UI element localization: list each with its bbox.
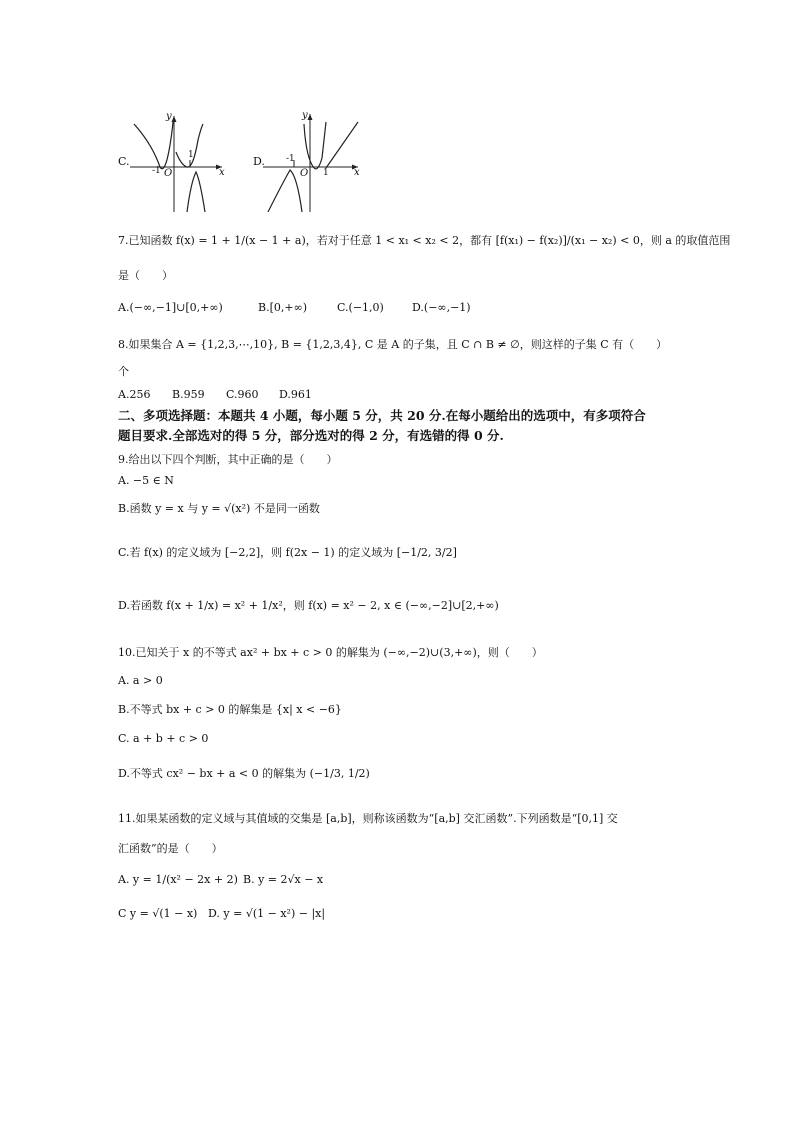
section-2-line1: 二、多项选择题：本题共 4 小题，每小题 5 分，共 20 分.在每小题给出的选项中，有多项符合 <box>118 408 646 423</box>
q10-option-d: D.不等式 cx² − bx + a < 0 的解集为 (−1/3, 1/2) <box>118 767 370 780</box>
graph-d-curve-left <box>268 170 302 212</box>
graph-d-tick-left: -1 <box>286 154 295 164</box>
q8-option-b: B.959 <box>172 388 205 401</box>
q11-option-a: A. y = 1/(x² − 2x + 2) <box>118 873 238 886</box>
graph-d-label: D. <box>253 155 265 168</box>
q8-stem-line2: 个 <box>118 365 129 378</box>
q8-option-c: C.960 <box>226 388 259 401</box>
q8-option-d: D.961 <box>279 388 312 401</box>
graph-d-y-label: y <box>302 110 308 121</box>
section-2-line2: 题目要求.全部选对的得 5 分，部分选对的得 2 分，有选错的得 0 分. <box>118 428 504 443</box>
q9-stem: 9.给出以下四个判断，其中正确的是（ ） <box>118 453 338 466</box>
q9-option-a: A. −5 ∈ N <box>118 474 174 487</box>
graph-c-y-label: y <box>166 111 172 122</box>
q11-option-c: C y = √(1 − x) <box>118 907 198 920</box>
graph-c-origin: O <box>164 168 173 179</box>
section-2-header <box>118 406 688 446</box>
q9-option-c: C.若 f(x) 的定义域为 [−2,2]，则 f(2x − 1) 的定义域为 [−1/2, 3/2] <box>118 546 457 559</box>
q7-option-d: D.(−∞,−1) <box>412 301 471 314</box>
q9-option-b: B.函数 y = x 与 y = √(x²) 不是同一函数 <box>118 502 320 515</box>
q11-option-d: D. y = √(1 − x²) − |x| <box>208 907 326 920</box>
graph-d-curve-mid <box>304 122 326 169</box>
q11-option-b: B. y = 2√x − x <box>243 873 324 886</box>
graph-c-label: C. <box>118 155 130 168</box>
q7-stem-line1: 7.已知函数 f(x) = 1 + 1/(x − 1 + a)，若对于任意 1 < x₁ < x₂ < 2，都有 [f(x₁) − f(x₂)]/(x₁ − x₂) < 0，则 a 的取值范围 <box>118 234 731 247</box>
q7-stem-line2: 是（ ） <box>118 269 173 282</box>
q7-option-c: C.(−1,0) <box>337 301 384 314</box>
graph-d-origin: O <box>300 168 309 179</box>
q11-stem-line1: 11.如果某函数的定义域与其值域的交集是 [a,b]，则称该函数为“[a,b] 交汇函数”.下列函数是“[0,1] 交 <box>118 812 618 825</box>
graph-d-plot <box>0 0 794 230</box>
graph-d-y-arrow <box>308 114 313 120</box>
q8-option-a: A.256 <box>118 388 151 401</box>
q8-stem-line1: 8.如果集合 A = {1,2,3,⋯,10}, B = {1,2,3,4}, C 是 A 的子集，且 C ∩ B ≠ ∅，则这样的子集 C 有（ ） <box>118 338 668 351</box>
graph-d-tick-right: 1 <box>323 168 329 178</box>
graph-c-tick-left: -1 <box>152 166 161 176</box>
graph-d-x-label: x <box>354 167 360 178</box>
q11-stem-line2: 汇函数”的是（ ） <box>118 842 223 855</box>
q10-option-c: C. a + b + c > 0 <box>118 732 209 745</box>
graph-c-tick-right: 1 <box>188 150 194 160</box>
graph-d-curve-right <box>326 122 358 168</box>
q9-option-d: D.若函数 f(x + 1/x) = x² + 1/x²，则 f(x) = x² − 2, x ∈ (−∞,−2]∪[2,+∞) <box>118 599 499 612</box>
graph-c-x-label: x <box>219 167 225 178</box>
q10-stem: 10.已知关于 x 的不等式 ax² + bx + c > 0 的解集为 (−∞,−2)∪(3,+∞)，则（ ） <box>118 646 543 659</box>
q10-option-a: A. a > 0 <box>118 674 163 687</box>
q10-option-b: B.不等式 bx + c > 0 的解集是 {x| x < −6} <box>118 703 342 716</box>
q7-option-a: A.(−∞,−1]∪[0,+∞) <box>118 301 223 314</box>
q7-option-b: B.[0,+∞) <box>258 301 308 314</box>
